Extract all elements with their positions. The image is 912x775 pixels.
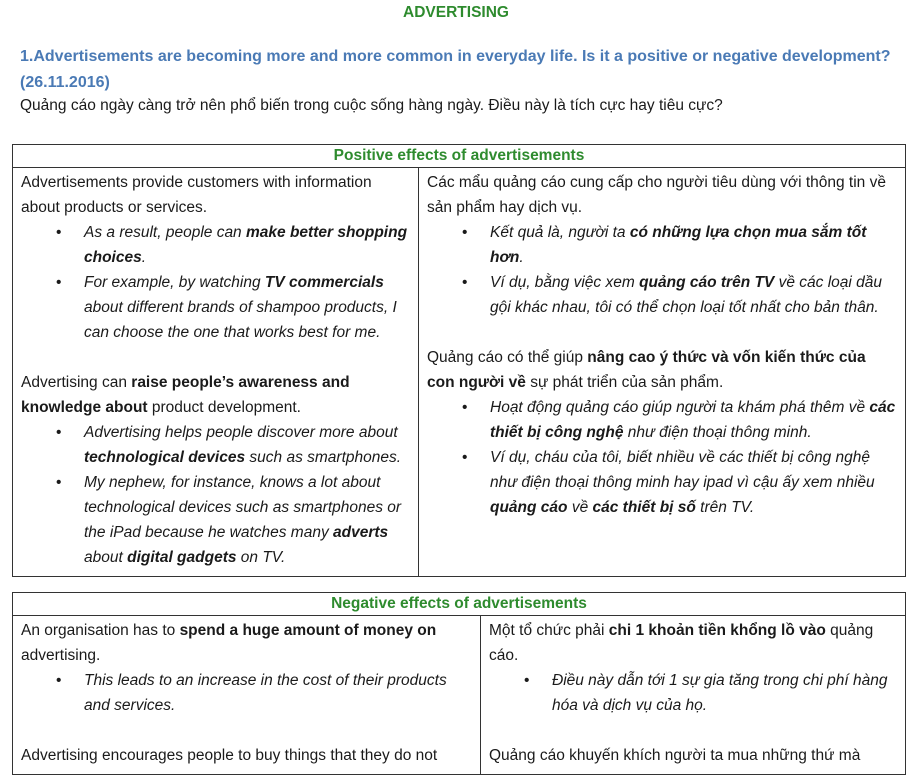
paragraph: An organisation has to spend a huge amount of money on advertising.	[21, 622, 437, 664]
negative-table-header: Negative effects of advertisements	[13, 593, 906, 616]
paragraph: Advertisements provide customers with information about products or services.	[21, 174, 372, 216]
paragraph: Các mẩu quảng cáo cung cấp cho người tiêu dùng với thông tin về sản phẩm hay dịch vụ.	[427, 174, 886, 216]
paragraph: Quảng cáo khuyến khích người ta mua những thứ mà	[489, 747, 861, 764]
positive-english-cell	[13, 168, 419, 577]
bullet-list	[21, 668, 472, 718]
list-item: • Điều này dẫn tới 1 sự gia tăng trong chi phí hàng hóa và dịch vụ của họ.	[552, 668, 897, 718]
document-title: ADVERTISING	[403, 4, 509, 21]
paragraph: Một tổ chức phải chi 1 khoản tiền khổng lồ vào quảng cáo.	[489, 622, 874, 664]
bullet-list	[489, 668, 897, 718]
bullet-list	[21, 220, 410, 345]
paragraph: Advertising can raise people’s awareness and knowledge about product development.	[21, 374, 350, 416]
negative-vietnamese-cell	[481, 616, 906, 775]
negative-english-cell	[13, 616, 481, 775]
positive-vietnamese-cell	[419, 168, 906, 577]
question-heading: 1.Advertisements are becoming more and more common in everyday life. Is it a positive or negative development? (26.11.2016)	[20, 48, 891, 91]
list-item: • As a result, people can make better shopping choices.	[84, 220, 410, 270]
bullet-list	[427, 395, 897, 520]
question-translation: Quảng cáo ngày càng trở nên phổ biến trong cuộc sống hàng ngày. Điều này là tích cực hay tiêu cực?	[20, 97, 723, 114]
paragraph: Advertising encourages people to buy things that they do not	[21, 747, 438, 764]
paragraph: Quảng cáo có thể giúp nâng cao ý thức và vốn kiến thức của con người về sự phát triển của sản phẩm.	[427, 349, 866, 391]
list-item: • Ví dụ, cháu của tôi, biết nhiều về các thiết bị công nghệ như điện thoại thông minh hay ipad vì cậu ấy xem nhiều quảng cáo về các thiết bị số trên TV.	[490, 445, 897, 520]
bullet-list	[21, 420, 410, 570]
positive-effects-table	[12, 144, 906, 577]
list-item: • Hoạt động quảng cáo giúp người ta khám phá thêm về các thiết bị công nghệ như điện thoại thông minh.	[490, 395, 897, 445]
bullet-list	[427, 220, 897, 320]
list-item: • Ví dụ, bằng việc xem quảng cáo trên TV về các loại dầu gội khác nhau, tôi có thể chọn loại tốt nhất cho bản thân.	[490, 270, 897, 320]
negative-effects-table	[12, 592, 906, 775]
list-item: • This leads to an increase in the cost of their products and services.	[84, 668, 472, 718]
positive-table-header: Positive effects of advertisements	[13, 145, 906, 168]
list-item: • For example, by watching TV commercials about different brands of shampoo products, I can choose the one that works best for me.	[84, 270, 410, 345]
list-item: • Kết quả là, người ta có những lựa chọn mua sắm tốt hơn.	[490, 220, 897, 270]
list-item: • My nephew, for instance, knows a lot about technological devices such as smartphones or the iPad because he watches many adverts about digital gadgets on TV.	[84, 470, 410, 570]
list-item: • Advertising helps people discover more about technological devices such as smartphones.	[84, 420, 410, 470]
